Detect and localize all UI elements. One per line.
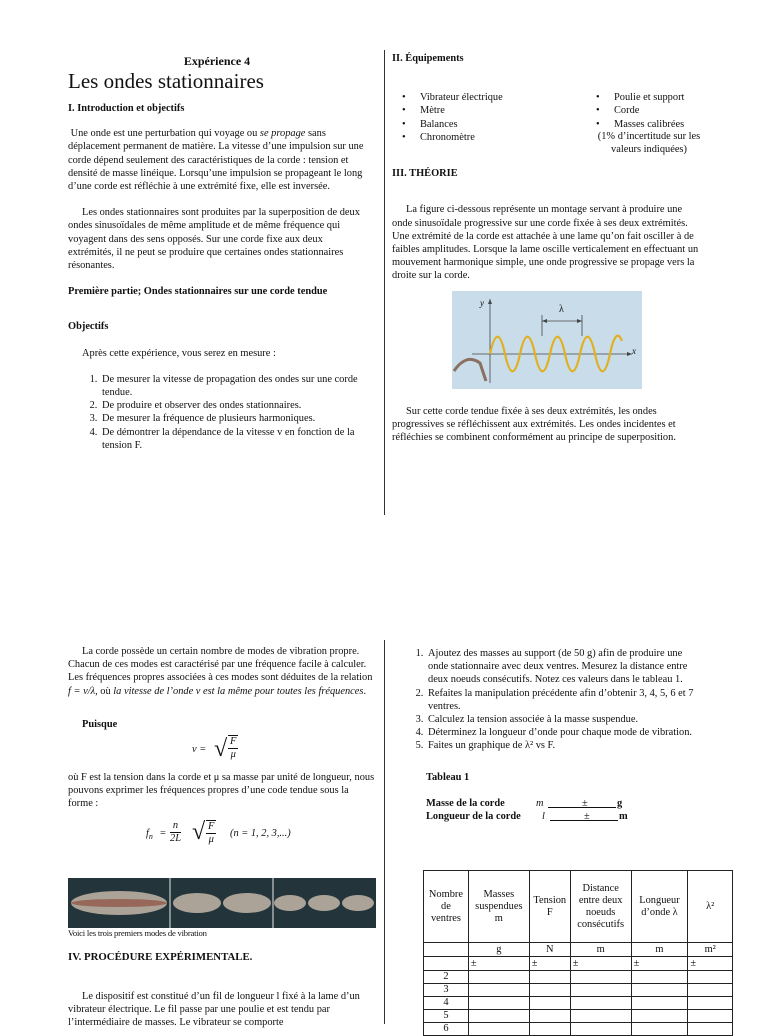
equipment-lists — [392, 91, 702, 161]
table-cell[interactable] — [529, 997, 570, 1010]
sqrt-sign: √ — [214, 736, 228, 763]
table-cell[interactable] — [570, 1023, 631, 1036]
table-title: Tableau 1 — [426, 771, 470, 783]
table-cell[interactable] — [529, 971, 570, 984]
photo-caption: Voici les trois premiers modes de vibration — [68, 928, 207, 938]
table-row — [424, 1010, 733, 1023]
table-pm-row — [424, 957, 733, 971]
rope-length-line — [426, 810, 702, 823]
vibration-modes-photo — [68, 878, 376, 928]
list-item: • Balances — [392, 118, 582, 131]
table-cell[interactable]: 4 — [424, 997, 469, 1010]
table-cell[interactable] — [631, 1023, 688, 1036]
objectives-heading: Objectifs — [68, 321, 109, 333]
rope-mass-unit: g — [617, 797, 623, 809]
table-cell: ± — [529, 957, 570, 971]
table-cell — [424, 943, 469, 957]
table-row — [424, 984, 733, 997]
table-cell[interactable] — [631, 997, 688, 1010]
table-cell[interactable] — [688, 1010, 733, 1023]
equation-frequency — [146, 817, 376, 851]
rope-length-pm: ± — [584, 810, 590, 822]
list-item: • Vibrateur électrique — [392, 91, 582, 104]
table-header-cell: Nombre de ventres — [424, 871, 469, 943]
axis-y-label: y — [480, 297, 484, 308]
list-item: 4. De démontrer la dépendance de la vitesse v en fonction de la tension F. — [100, 426, 366, 452]
eq-lhs: v = — [192, 744, 207, 756]
table-header-row — [424, 871, 733, 943]
table-cell: m — [570, 943, 631, 957]
table-cell[interactable] — [468, 971, 529, 984]
eq-numerator: F — [208, 820, 215, 832]
intro-paragraph-2: Les ondes stationnaires sont produites par la superposition de deux ondes sinusoïdales de même amplitude et de même fréquence qui voyagent dans des sens opposés. Sur une corde fixe aux deux extrémités, il ne peut se produire que certaines ondes stationnaires résonantes. — [68, 207, 360, 272]
table-row — [424, 1023, 733, 1036]
column-divider — [384, 50, 385, 515]
table-cell — [424, 957, 469, 971]
table-cell[interactable] — [468, 1010, 529, 1023]
left-bottom-column — [68, 645, 376, 851]
right-top-column — [392, 52, 702, 444]
table-cell[interactable]: 5 — [424, 1010, 469, 1023]
page-title: Les ondes stationnaires — [68, 69, 264, 93]
table-cell: ± — [631, 957, 688, 971]
table-cell[interactable] — [631, 1010, 688, 1023]
table-cell: ± — [570, 957, 631, 971]
table-cell[interactable] — [468, 1023, 529, 1036]
theory-paragraph-2: Sur cette corde tendue fixée à ses deux extrémités, les ondes progressives se réfléchissent aux extrémités. Les ondes incidentes et réfléchies se combinent conformément au principe de superposition. — [392, 405, 676, 444]
list-item: 1. De mesurer la vitesse de propagation des ondes sur une corde tendue. — [100, 373, 366, 399]
standing-waves-image — [68, 878, 376, 928]
table-cell[interactable] — [570, 1010, 631, 1023]
list-item: • Masses calibrées — [586, 118, 706, 131]
eq-numerator: F — [230, 736, 237, 748]
part-1-heading: Première partie; Ondes stationnaires sur une corde tendue — [68, 286, 328, 298]
list-item: • Corde — [586, 104, 706, 117]
table-header-cell: λ² — [688, 871, 733, 943]
table-cell[interactable] — [688, 1023, 733, 1036]
equipment-note: (1% d’incertitude sur les valeurs indiquées) — [597, 131, 701, 156]
wavelength-label: λ — [559, 303, 564, 315]
section-4-heading: IV. PROCÉDURE EXPÉRIMENTALE. — [68, 951, 253, 963]
equipment-list-2 — [586, 91, 706, 131]
eq-range: (n = 1, 2, 3,...) — [230, 827, 291, 839]
table-cell[interactable] — [529, 1010, 570, 1023]
table-cell[interactable] — [529, 984, 570, 997]
equipment-list-1 — [392, 91, 582, 144]
list-item: • Mètre — [392, 104, 582, 117]
right-bottom-column — [392, 647, 702, 823]
puisque-label: Puisque — [82, 718, 118, 730]
table-row — [424, 997, 733, 1010]
list-item: 3. De mesurer la fréquence de plusieurs harmoniques. — [100, 412, 366, 425]
list-item: 3. Calculez la tension associée à la masse suspendue. — [426, 713, 702, 726]
eq-fraction — [228, 735, 238, 761]
list-item: • Poulie et support — [586, 91, 706, 104]
table-cell[interactable] — [688, 984, 733, 997]
list-item: 2. De produire et observer des ondes stationnaires. — [100, 399, 366, 412]
eq-fraction-fmu — [206, 820, 216, 846]
left-top-column — [68, 54, 366, 452]
table-cell[interactable] — [688, 971, 733, 984]
eq-equals: = — [160, 827, 166, 839]
table-cell[interactable]: 2 — [424, 971, 469, 984]
table-header-cell: Distance entre deux noeuds consécutifs — [570, 871, 631, 943]
rope-mass-pm: ± — [582, 797, 588, 809]
rope-mass-symbol: m — [536, 797, 544, 809]
intro-paragraph-1: Une onde est une perturbation qui voyage ou se propage sans déplacement permanent de matière. La vitesse d’une impulsion sur une corde dépend seulement des caractéristiques de la corde : tension et densité de masse linéique. Lorsqu’une impulsion se propageant le long d’une corde est réfléchie à une extrémité fixe, elle est inversée. — [68, 128, 364, 193]
eq-fraction-n2l — [170, 820, 181, 845]
procedure-paragraph: Le dispositif est constitué d’un fil de longueur l fixé à la lame d’un vibrateur électrique. Le fil passe par une poulie et est tendu par l’intermédiaire de masses. Le vibrateur se comporte — [68, 991, 360, 1029]
list-item: 2. Refaites la manipulation précédente afin d’obtenir 3, 4, 5, 6 et 7 ventres. — [426, 687, 702, 713]
objectives-intro: Après cette expérience, vous serez en mesure : — [82, 347, 276, 359]
section-2-heading: II. Équipements — [392, 53, 464, 64]
equation-velocity — [192, 735, 376, 765]
table-header-cell: Tension F — [529, 871, 570, 943]
section-1-heading: I. Introduction et objectifs — [68, 103, 185, 114]
table-cell[interactable] — [570, 984, 631, 997]
table-cell: m — [631, 943, 688, 957]
eq-denominator: 2L — [170, 832, 181, 844]
list-item: 1. Ajoutez des masses au support (de 50 g) afin de produire une onde stationnaire avec deux ventres. Mesurez la distance entre deux noeuds consécutifs. Notez ces valeurs dans le tableau 1. — [426, 647, 702, 687]
theory-paragraph-1: La figure ci-dessous représente un montage servant à produire une onde sinusoïdale progressive sur une corde fixée à ses deux extrémités. Une extrémité de la corde est attachée à une lame qu’on fait osciller à de faibles amplitudes. Lorsque la lame oscille verticalement en effectuant un mouvement harmonique simple, une onde progressive se propage vers la droite sur la corde. — [392, 204, 699, 282]
data-table — [423, 870, 733, 1036]
table-units-row — [424, 943, 733, 957]
tension-paragraph: où F est la tension dans la corde et μ sa masse par unité de longueur, nous pouvons exprimer les fréquences propres d’une code tendue sous la forme : — [68, 772, 375, 810]
eq-numerator: n — [170, 820, 181, 833]
table-cell[interactable] — [468, 984, 529, 997]
rope-length-symbol: l — [542, 810, 545, 822]
eq-denominator: μ — [208, 833, 214, 845]
table-cell: g — [468, 943, 529, 957]
eq-fn: $f_n$ — [146, 827, 153, 841]
table-cell[interactable] — [468, 997, 529, 1010]
objectives-list — [68, 373, 366, 452]
section-3-heading: III. THÉORIE — [392, 168, 458, 180]
sine-wave — [490, 335, 622, 371]
table-header-cell: Masses suspendues m — [468, 871, 529, 943]
eq-denominator: μ — [230, 749, 236, 761]
wave-figure — [452, 291, 642, 389]
table-cell: N — [529, 943, 570, 957]
table-cell: m² — [688, 943, 733, 957]
table-cell[interactable]: 6 — [424, 1023, 469, 1036]
table-cell[interactable] — [570, 997, 631, 1010]
table-cell[interactable] — [631, 971, 688, 984]
procedure-steps — [392, 647, 702, 753]
column-divider — [384, 640, 385, 1024]
experiment-number: Expérience 4 — [183, 54, 251, 68]
list-item: 4. Déterminez la longueur d’onde pour chaque mode de vibration. — [426, 726, 702, 739]
rope-mass-label: Masse de la corde — [426, 797, 505, 809]
rope-length-unit: m — [619, 810, 628, 822]
modes-paragraph: La corde possède un certain nombre de modes de vibration propre. Chacun de ces modes est caractérisé par une fréquence facile à calculer. Les fréquences propres associées à ces modes sont déduites de la relation f = v/λ, où la vitesse de l’onde v est la même pour toutes les fréquences. — [68, 646, 373, 697]
table-header-cell: Longueur d’onde λ — [631, 871, 688, 943]
table-row — [424, 971, 733, 984]
rope-mass-line — [426, 797, 702, 810]
sqrt-sign: √ — [192, 818, 206, 845]
table-cell: ± — [688, 957, 733, 971]
list-item: 5. Faites un graphique de λ² vs F. — [426, 739, 702, 752]
table-cell[interactable] — [688, 997, 733, 1010]
table-cell[interactable] — [570, 971, 631, 984]
rope-length-label: Longueur de la corde — [426, 810, 521, 822]
table-cell[interactable]: 3 — [424, 984, 469, 997]
list-item: • Chronomètre — [392, 131, 582, 144]
axis-x-label: x — [632, 345, 636, 356]
table-cell: ± — [468, 957, 529, 971]
table-cell[interactable] — [529, 1023, 570, 1036]
table-cell[interactable] — [631, 984, 688, 997]
